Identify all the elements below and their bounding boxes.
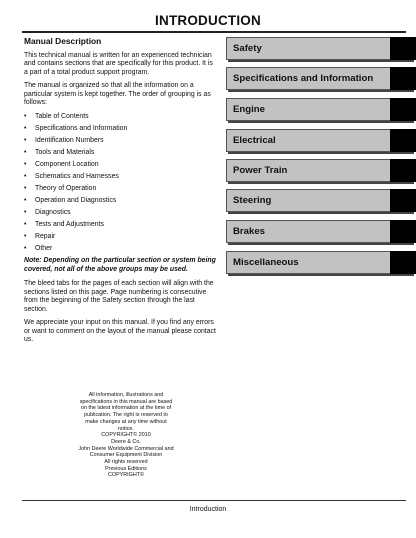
manual-description-column — [24, 37, 216, 350]
bleed-tab-marker — [390, 189, 416, 212]
page-title: INTRODUCTION — [155, 13, 261, 28]
section-tab-label: Engine — [233, 104, 265, 115]
intro-paragraph: This technical manual is written for an experienced technician and contains sections that are specifically for this product. It is a part of a total product support program. — [24, 51, 213, 76]
group-list-item — [24, 161, 216, 170]
bleed-tab-marker — [390, 129, 416, 152]
bullet-icon: • — [24, 124, 27, 132]
group-list-item — [24, 185, 216, 194]
disclaimer-line: COPYRIGHT© 2010 — [101, 432, 151, 439]
bullet-icon: • — [24, 136, 27, 144]
section-tab[interactable] — [226, 129, 412, 152]
section-tab-label: Brakes — [233, 226, 266, 237]
disclaimer-line: notice. — [118, 425, 134, 432]
section-tab[interactable] — [226, 159, 412, 182]
title-divider — [22, 31, 406, 33]
group-list-label: Schematics and Harnesses — [35, 172, 119, 180]
footer-divider — [22, 500, 406, 501]
group-list-item — [24, 233, 216, 242]
group-list-label: Theory of Operation — [35, 184, 97, 192]
bullet-icon: • — [24, 172, 27, 180]
bullet-icon: • — [24, 196, 27, 204]
section-tab-label: Miscellaneous — [233, 257, 299, 268]
bleed-tab-marker — [390, 159, 416, 182]
group-list-label: Identification Numbers — [35, 136, 104, 144]
footer-section-name: Introduction — [189, 506, 227, 513]
group-list-label: Operation and Diagnostics — [35, 196, 117, 204]
section-tab[interactable] — [226, 251, 412, 274]
disclaimer-line: publication. The right is reserved to — [84, 412, 168, 419]
section-tab-label: Electrical — [233, 135, 276, 146]
section-tab[interactable] — [226, 220, 412, 243]
group-list-item — [24, 173, 216, 182]
bullet-icon: • — [24, 112, 27, 120]
disclaimer-line: Consumer Equipment Division — [89, 452, 163, 459]
bleed-tab-marker — [390, 220, 416, 243]
group-list-label: Diagnostics — [35, 208, 71, 216]
section-tab[interactable] — [226, 67, 412, 90]
section-tab-label: Safety — [233, 43, 262, 54]
bullet-icon: • — [24, 208, 27, 216]
disclaimer-line: All rights reserved — [104, 459, 148, 466]
bullet-icon: • — [24, 184, 27, 192]
group-list-item — [24, 137, 216, 146]
section-tab-label: Steering — [233, 195, 272, 206]
section-tab-label: Specifications and Information — [233, 73, 374, 84]
bullet-icon: • — [24, 160, 27, 168]
group-list-label: Tools and Materials — [35, 148, 95, 156]
group-list-item — [24, 113, 216, 122]
disclaimer-line: John Deere Worldwide Commercial and — [78, 445, 174, 452]
bleed-tabs-paragraph: The bleed tabs for the pages of each section will align with the sections listed on this page. Page numbering is consecutive from the beginning of the Safety section through the last section. — [24, 280, 214, 313]
group-list-item — [24, 245, 216, 254]
manual-description-heading: Manual Description — [24, 36, 102, 46]
section-tab-label: Power Train — [233, 165, 288, 176]
group-list-label: Specifications and Information — [35, 124, 128, 132]
feedback-paragraph: We appreciate your input on this manual. If you find any errors or want to comment on the layout of the manual please contact us. — [24, 319, 216, 344]
bleed-tab-marker — [390, 37, 416, 60]
group-list-item — [24, 197, 216, 206]
section-tab[interactable] — [226, 98, 412, 121]
disclaimer-line: on the latest information at the time of — [80, 405, 172, 412]
organization-paragraph: The manual is organized so that all the information on a particular system is kept together. The order of grouping is as follows: — [24, 82, 211, 106]
disclaimer-line: COPYRIGHT© — [107, 472, 145, 479]
copyright-disclaimer — [60, 392, 192, 479]
group-list — [24, 113, 216, 254]
bullet-icon: • — [24, 220, 27, 228]
group-list-label: Component Location — [35, 160, 99, 168]
bleed-tab-marker — [390, 67, 416, 90]
bullet-icon: • — [24, 232, 27, 240]
bullet-icon: • — [24, 245, 27, 253]
bleed-tab-marker — [390, 98, 416, 121]
disclaimer-line: specifications in this manual are based — [79, 398, 173, 405]
group-list-item — [24, 125, 216, 134]
group-list-label: Other — [35, 245, 53, 253]
disclaimer-line: All information, illustrations and — [88, 392, 164, 398]
bleed-tab-marker — [390, 251, 416, 274]
section-tab[interactable] — [226, 37, 412, 60]
group-list-label: Repair — [35, 232, 56, 240]
note-paragraph: Note: Depending on the particular section or system being covered, not all of the above groups may be used. — [24, 257, 216, 273]
disclaimer-line: Deere & Co. — [111, 438, 141, 445]
group-list-item — [24, 209, 216, 218]
group-list-label: Tests and Adjustments — [35, 220, 104, 228]
disclaimer-line: Previous Editions — [105, 465, 147, 472]
group-list-item — [24, 149, 216, 158]
disclaimer-line: make changes at any time without — [85, 418, 167, 425]
group-list-item — [24, 221, 216, 230]
bullet-icon: • — [24, 148, 27, 156]
section-tab[interactable] — [226, 189, 412, 212]
group-list-label: Table of Contents — [35, 112, 89, 120]
